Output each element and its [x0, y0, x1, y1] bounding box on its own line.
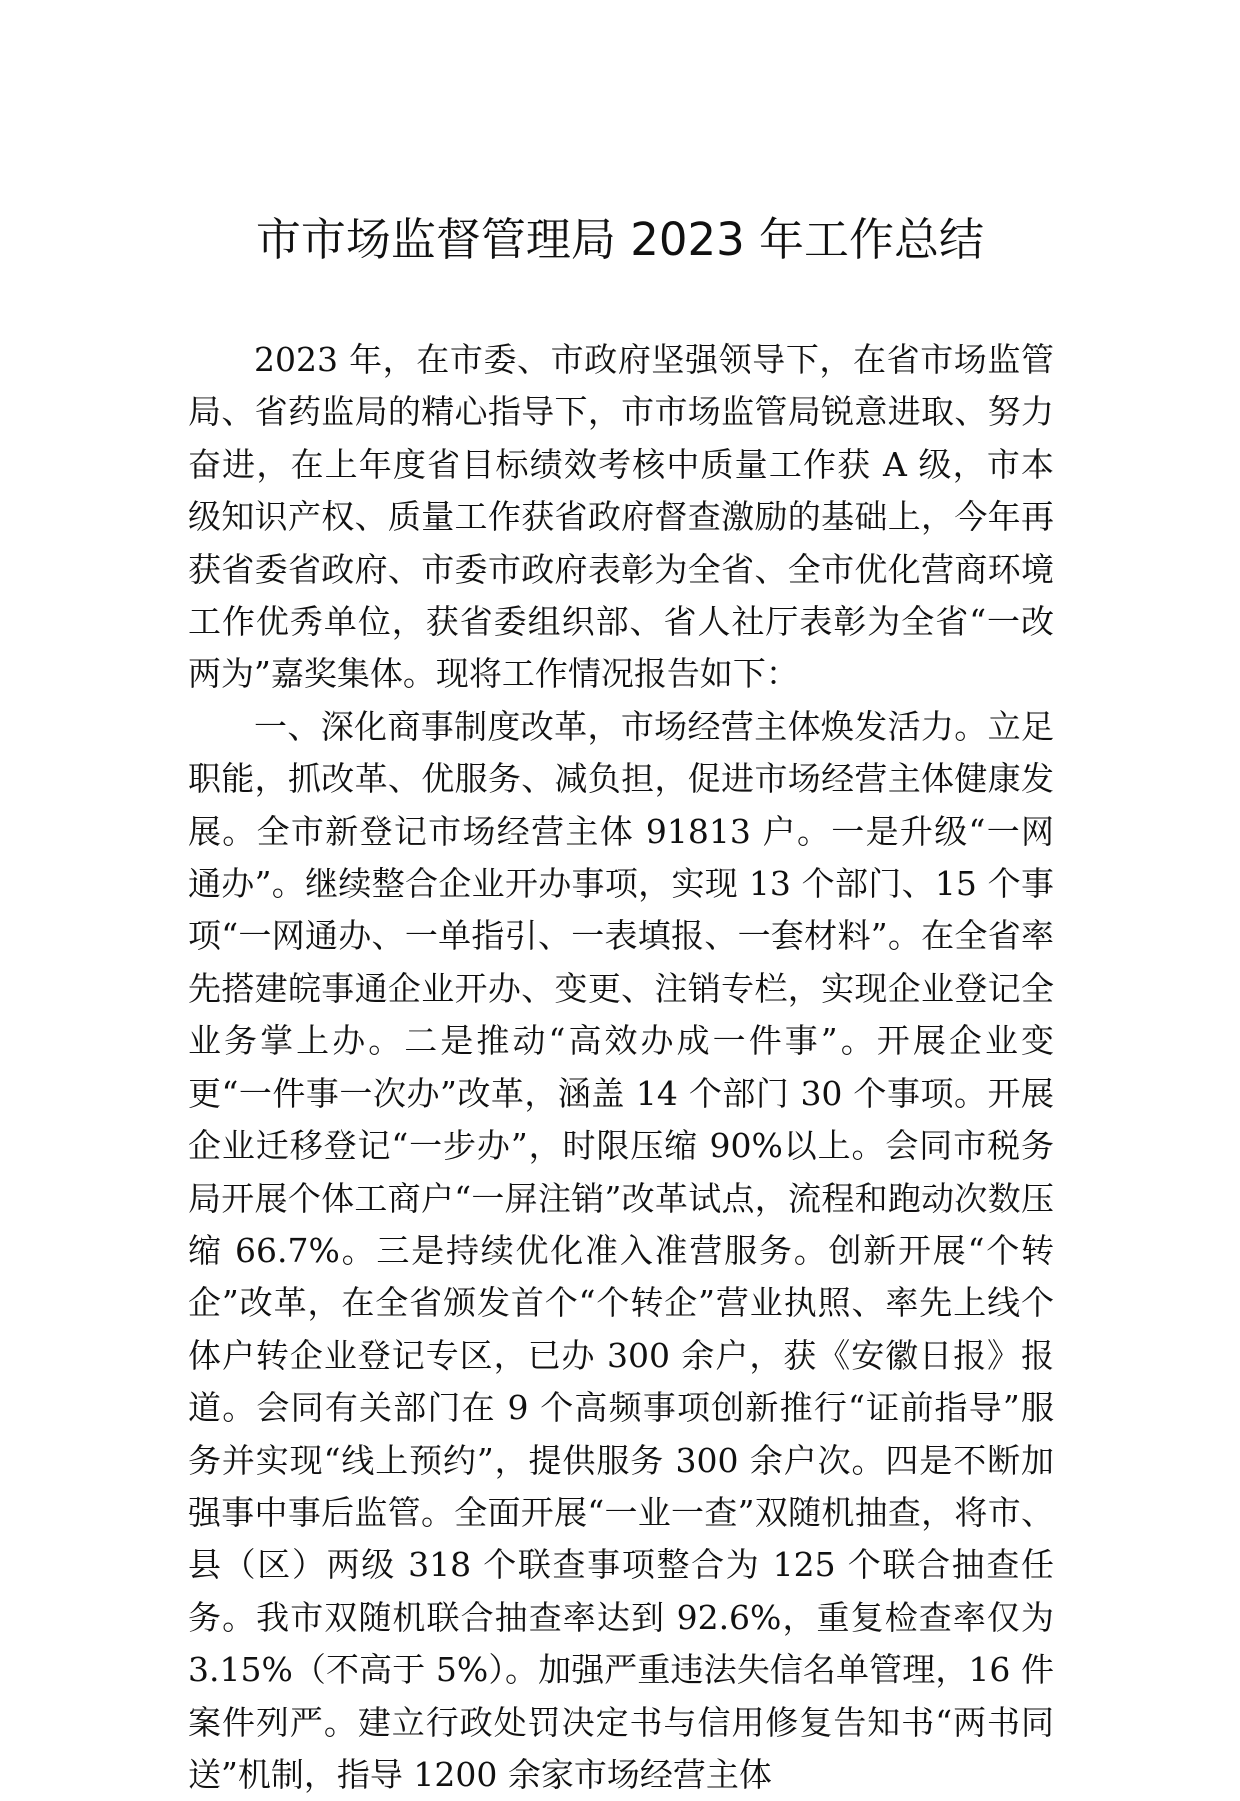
document-title: 市市场监督管理局 2023 年工作总结	[255, 213, 985, 266]
paragraph-intro: 2023 年，在市委、市政府坚强领导下，在省市场监管局、省药监局的精心指导下，市市场监管局锐意进取、努力奋进，在上年度省目标绩效考核中质量工作获 A 级，市本级知识产权、质量工作获省政府督查激励的基础上，今年再获省委省政府、市委市政府表彰为全省、全市优化营商环境工作优秀单位，获省委组织部、省人社厅表彰为全省“一改两为”嘉奖集体。现将工作情况报告如下：	[188, 340, 1054, 694]
paragraph-section-one: 一、深化商事制度改革，市场经营主体焕发活力。立足职能，抓改革、优服务、减负担，促进市场经营主体健康发展。全市新登记市场经营主体 91813 户。一是升级“一网通办”。继续整合企业开办事项，实现 13 个部门、15 个事项“一网通办、一单指引、一表填报、一套材料”。在全省率先搭建皖事通企业开办、变更、注销专栏，实现企业登记全业务掌上办。二是推动“高效办成一件事”。开展企业变更“一件事一次办”改革，涵盖 14 个部门 30 个事项。开展企业迁移登记“一步办”，时限压缩 90%以上。会同市税务局开展个体工商户“一屏注销”改革试点，流程和跑动次数压缩 66.7%。三是持续优化准入准营服务。创新开展“个转企”改革，在全省颁发首个“个转企”营业执照、率先上线个体户转企业登记专区，已办 300 余户，获《安徽日报》报道。会同有关部门在 9 个高频事项创新推行“证前指导”服务并实现“线上预约”，提供服务 300 余户次。四是不断加强事中事后监管。全面开展“一业一查”双随机抽查，将市、县（区）两级 318 个联查事项整合为 125 个联合抽查任务。我市双随机联合抽查率达到 92.6%，重复检查率仅为 3.15%（不高于 5%）。加强严重违法失信名单管理，16 件案件列严。建立行政处罚决定书与信用修复告知书“两书同送”机制，指导 1200 余家市场经营主体	[188, 706, 1054, 1794]
document-body	[188, 334, 1054, 1801]
